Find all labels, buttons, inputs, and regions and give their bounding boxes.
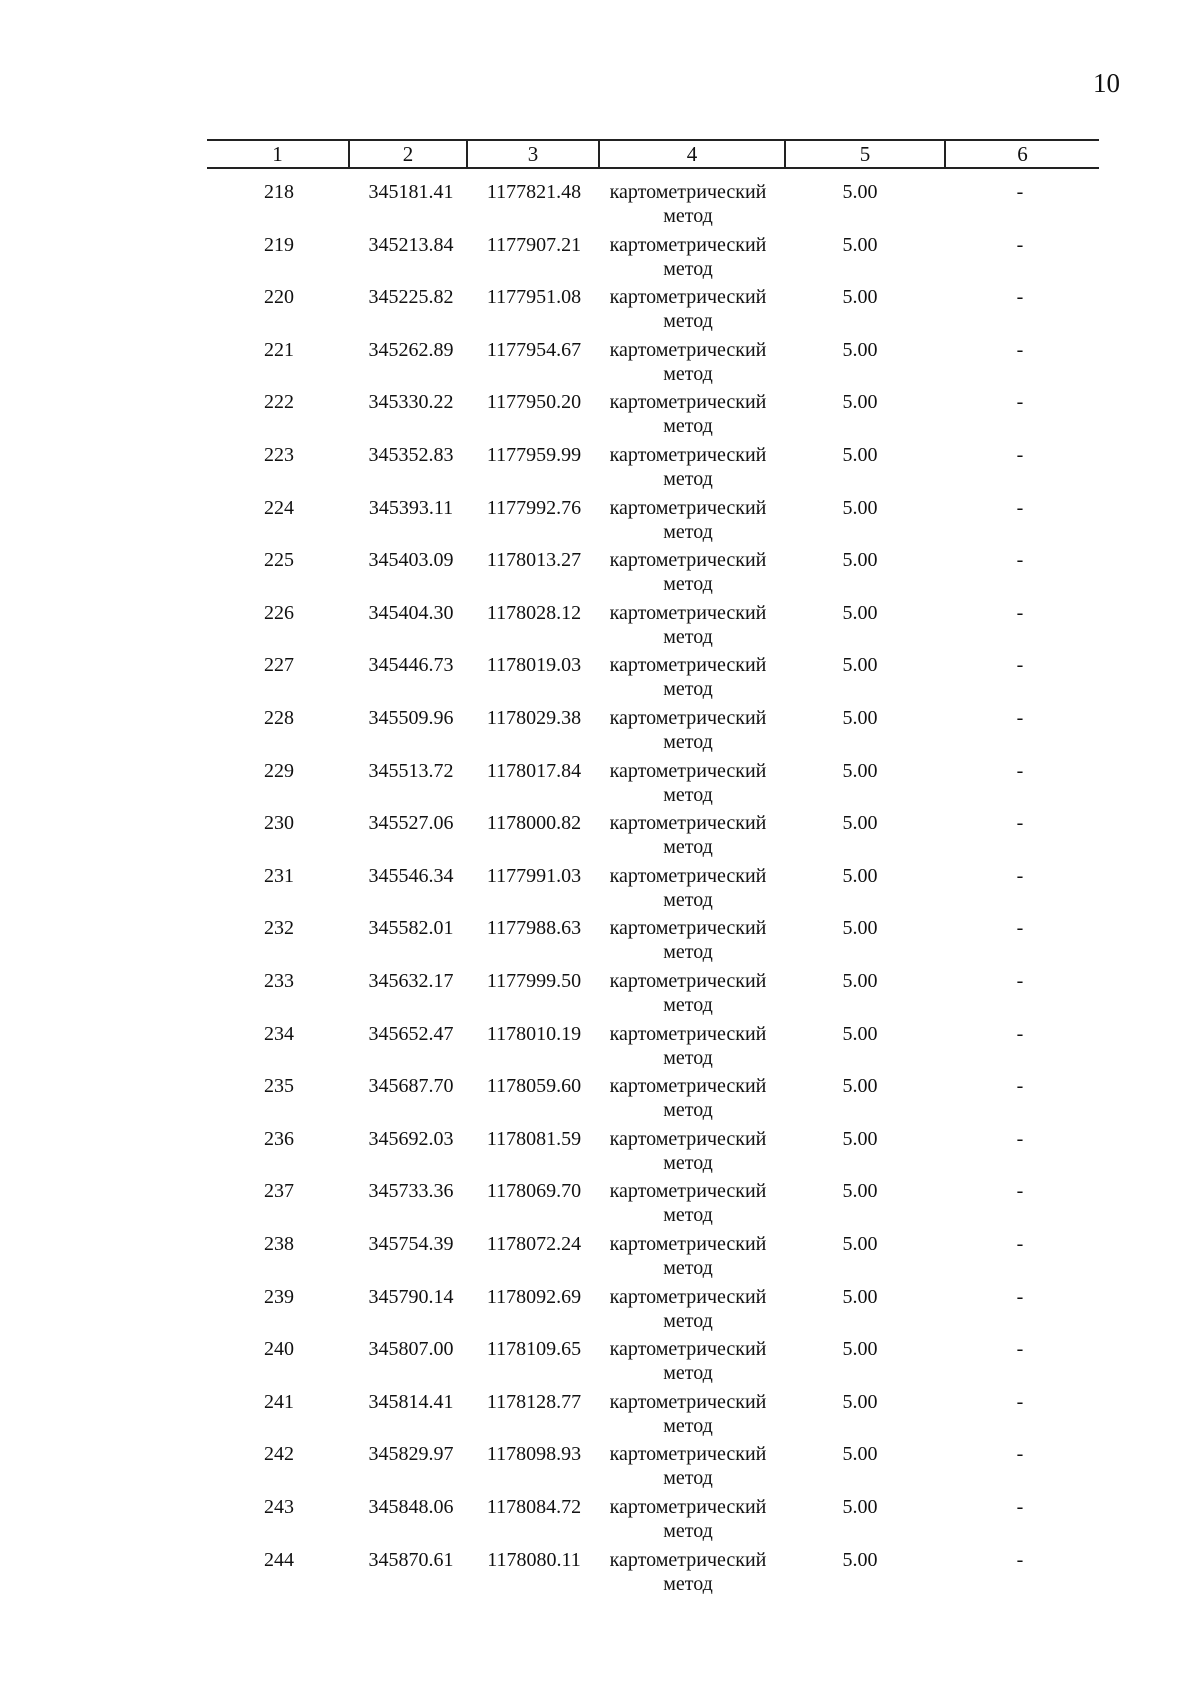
precision-value: 5.00 bbox=[842, 444, 878, 466]
method-cell bbox=[598, 1442, 778, 1490]
method-line-1: картометрический bbox=[609, 1022, 767, 1045]
note-value: - bbox=[1016, 864, 1024, 887]
note-value: - bbox=[1016, 917, 1024, 940]
point-number: 224 bbox=[264, 496, 294, 519]
method-line-1: картометрический bbox=[609, 707, 767, 729]
precision-value: 5.00 bbox=[842, 1285, 878, 1308]
method-cell bbox=[598, 285, 778, 333]
note-value: - bbox=[1016, 601, 1024, 624]
precision-value: 5.00 bbox=[842, 286, 878, 309]
note-value: - bbox=[1016, 391, 1024, 414]
coordinate-x: 345814.41 bbox=[368, 1390, 454, 1413]
point-number: 234 bbox=[264, 1022, 294, 1045]
coordinate-y: 1178098.93 bbox=[486, 1443, 582, 1466]
method-line-1: картометрический bbox=[609, 1496, 767, 1518]
method-line-1: картометрический bbox=[609, 812, 767, 835]
point-number: 233 bbox=[264, 970, 294, 992]
precision-value: 5.00 bbox=[842, 1338, 878, 1361]
point-number: 243 bbox=[264, 1496, 294, 1518]
method-line-1: картометрический bbox=[609, 233, 767, 256]
table-row bbox=[0, 969, 1200, 1021]
table-row bbox=[0, 338, 1200, 390]
coordinate-x: 345582.01 bbox=[368, 917, 454, 940]
table-row bbox=[0, 443, 1200, 495]
method-cell bbox=[598, 233, 778, 281]
point-number: 244 bbox=[264, 1548, 294, 1571]
precision-value: 5.00 bbox=[842, 391, 878, 414]
note-value: - bbox=[1016, 233, 1024, 256]
precision-value: 5.00 bbox=[842, 812, 878, 835]
note-value: - bbox=[1016, 1233, 1024, 1255]
coordinate-y: 1178028.12 bbox=[486, 601, 582, 624]
precision-value: 5.00 bbox=[842, 233, 878, 256]
coordinate-x: 345870.61 bbox=[368, 1548, 454, 1571]
method-line-1: картометрический bbox=[609, 444, 767, 466]
coordinate-x: 345403.09 bbox=[368, 549, 454, 572]
table-row bbox=[0, 916, 1200, 968]
table-row bbox=[0, 1232, 1200, 1284]
precision-value: 5.00 bbox=[842, 496, 878, 519]
coordinate-x: 345509.96 bbox=[368, 707, 454, 729]
table-row bbox=[0, 1337, 1200, 1389]
table-row bbox=[0, 390, 1200, 442]
coordinate-x: 345692.03 bbox=[368, 1127, 454, 1150]
method-cell bbox=[598, 338, 778, 386]
method-line-1: картометрический bbox=[609, 549, 767, 572]
point-number: 219 bbox=[264, 233, 294, 256]
method-line-2: метод bbox=[663, 731, 713, 753]
coordinate-x: 345632.17 bbox=[368, 970, 454, 992]
coordinate-y: 1177821.48 bbox=[486, 181, 582, 203]
method-line-1: картометрический bbox=[609, 181, 767, 203]
precision-value: 5.00 bbox=[842, 549, 878, 572]
note-value: - bbox=[1016, 759, 1024, 782]
point-number: 242 bbox=[264, 1443, 294, 1466]
coordinate-y: 1178092.69 bbox=[486, 1285, 582, 1308]
table-row bbox=[0, 1074, 1200, 1126]
method-line-1: картометрический bbox=[609, 1233, 767, 1255]
note-value: - bbox=[1016, 1496, 1024, 1518]
note-value: - bbox=[1016, 1285, 1024, 1308]
note-value: - bbox=[1016, 1022, 1024, 1045]
coordinate-x: 345513.72 bbox=[368, 759, 454, 782]
coordinate-x: 345393.11 bbox=[368, 496, 454, 519]
method-cell bbox=[598, 601, 778, 649]
point-number: 226 bbox=[264, 601, 294, 624]
table-row bbox=[0, 601, 1200, 653]
method-line-2: метод bbox=[663, 520, 713, 543]
coordinate-y: 1177950.20 bbox=[486, 391, 582, 414]
point-number: 238 bbox=[264, 1233, 294, 1255]
table-row bbox=[0, 1127, 1200, 1179]
precision-value: 5.00 bbox=[842, 601, 878, 624]
table-row bbox=[0, 1442, 1200, 1494]
method-cell bbox=[598, 1179, 778, 1227]
method-line-2: метод bbox=[663, 1414, 713, 1437]
method-line-1: картометрический bbox=[609, 864, 767, 887]
method-cell bbox=[598, 443, 778, 491]
table-row bbox=[0, 864, 1200, 916]
method-line-1: картометрический bbox=[609, 286, 767, 309]
coordinate-y: 1178069.70 bbox=[486, 1180, 582, 1203]
coordinate-y: 1178084.72 bbox=[486, 1496, 582, 1518]
precision-value: 5.00 bbox=[842, 1127, 878, 1150]
method-line-1: картометрический bbox=[609, 496, 767, 519]
coordinate-y: 1178128.77 bbox=[486, 1390, 582, 1413]
coordinate-x: 345225.82 bbox=[368, 286, 454, 309]
point-number: 220 bbox=[264, 286, 294, 309]
method-cell bbox=[598, 916, 778, 964]
coordinate-x: 345330.22 bbox=[368, 391, 454, 414]
method-cell bbox=[598, 1022, 778, 1070]
method-line-2: метод bbox=[663, 994, 713, 1016]
coordinate-x: 345527.06 bbox=[368, 812, 454, 835]
coordinate-y: 1177992.76 bbox=[486, 496, 582, 519]
precision-value: 5.00 bbox=[842, 707, 878, 729]
method-cell bbox=[598, 811, 778, 859]
precision-value: 5.00 bbox=[842, 970, 878, 992]
precision-value: 5.00 bbox=[842, 759, 878, 782]
method-line-2: метод bbox=[663, 1309, 713, 1332]
note-value: - bbox=[1016, 1390, 1024, 1413]
method-cell bbox=[598, 1127, 778, 1175]
method-cell bbox=[598, 1495, 778, 1543]
method-line-2: метод bbox=[663, 1257, 713, 1279]
table-row bbox=[0, 1179, 1200, 1231]
coordinate-y: 1178019.03 bbox=[486, 654, 582, 677]
method-line-2: метод bbox=[663, 1572, 713, 1595]
coordinate-y: 1178029.38 bbox=[486, 707, 582, 729]
coordinate-x: 345181.41 bbox=[368, 181, 454, 203]
coordinate-y: 1178080.11 bbox=[487, 1548, 581, 1571]
note-value: - bbox=[1016, 1180, 1024, 1203]
point-number: 222 bbox=[264, 391, 294, 414]
method-line-2: метод bbox=[663, 468, 713, 490]
method-line-1: картометрический bbox=[609, 759, 767, 782]
coordinate-x: 345790.14 bbox=[368, 1285, 454, 1308]
precision-value: 5.00 bbox=[842, 338, 878, 361]
note-value: - bbox=[1016, 654, 1024, 677]
coordinate-x: 345733.36 bbox=[368, 1180, 454, 1203]
coordinate-y: 1178017.84 bbox=[486, 759, 582, 782]
method-line-1: картометрический bbox=[609, 1285, 767, 1308]
method-cell bbox=[598, 1285, 778, 1333]
coordinate-x: 345754.39 bbox=[368, 1233, 454, 1255]
table-row bbox=[0, 1495, 1200, 1547]
method-line-2: метод bbox=[663, 310, 713, 333]
point-number: 223 bbox=[264, 444, 294, 466]
method-line-1: картометрический bbox=[609, 1443, 767, 1466]
point-number: 240 bbox=[264, 1338, 294, 1361]
table-row bbox=[0, 285, 1200, 337]
point-number: 231 bbox=[264, 864, 294, 887]
coordinate-x: 345807.00 bbox=[368, 1338, 454, 1361]
method-line-2: метод bbox=[663, 836, 713, 859]
coordinate-y: 1178059.60 bbox=[486, 1075, 582, 1098]
method-cell bbox=[598, 180, 778, 228]
method-line-1: картометрический bbox=[609, 1075, 767, 1098]
method-line-2: метод bbox=[663, 362, 713, 385]
point-number: 221 bbox=[264, 338, 294, 361]
point-number: 241 bbox=[264, 1390, 294, 1413]
point-number: 229 bbox=[264, 759, 294, 782]
note-value: - bbox=[1016, 338, 1024, 361]
method-line-2: метод bbox=[663, 1046, 713, 1069]
point-number: 232 bbox=[264, 917, 294, 940]
precision-value: 5.00 bbox=[842, 1443, 878, 1466]
coordinate-y: 1177954.67 bbox=[486, 338, 582, 361]
table-header-row bbox=[207, 139, 1099, 169]
note-value: - bbox=[1016, 181, 1024, 203]
method-line-1: картометрический bbox=[609, 1180, 767, 1203]
table-row bbox=[0, 653, 1200, 705]
note-value: - bbox=[1016, 707, 1024, 729]
coordinate-y: 1178010.19 bbox=[486, 1022, 582, 1045]
method-line-1: картометрический bbox=[609, 1390, 767, 1413]
method-line-1: картометрический bbox=[609, 1338, 767, 1361]
coordinate-x: 345652.47 bbox=[368, 1022, 454, 1045]
coordinate-y: 1177999.50 bbox=[486, 970, 582, 992]
coordinate-y: 1177959.99 bbox=[486, 444, 582, 466]
coordinate-y: 1177907.21 bbox=[486, 233, 582, 256]
method-line-1: картометрический bbox=[609, 1127, 767, 1150]
method-line-2: метод bbox=[663, 257, 713, 280]
precision-value: 5.00 bbox=[842, 654, 878, 677]
table-row bbox=[0, 811, 1200, 863]
precision-value: 5.00 bbox=[842, 1548, 878, 1571]
table-row bbox=[0, 180, 1200, 232]
table-row bbox=[0, 1285, 1200, 1337]
precision-value: 5.00 bbox=[842, 1233, 878, 1255]
method-line-2: метод bbox=[663, 1520, 713, 1542]
coordinate-x: 345446.73 bbox=[368, 654, 454, 677]
method-cell bbox=[598, 1548, 778, 1596]
note-value: - bbox=[1016, 549, 1024, 572]
precision-value: 5.00 bbox=[842, 1390, 878, 1413]
precision-value: 5.00 bbox=[842, 1075, 878, 1098]
coordinate-y: 1178072.24 bbox=[486, 1233, 582, 1255]
note-value: - bbox=[1016, 496, 1024, 519]
method-cell bbox=[598, 1074, 778, 1122]
coordinate-x: 345546.34 bbox=[368, 864, 454, 887]
method-cell bbox=[598, 548, 778, 596]
table-row bbox=[0, 1022, 1200, 1074]
method-cell bbox=[598, 706, 778, 754]
coordinate-y: 1178081.59 bbox=[486, 1127, 582, 1150]
point-number: 228 bbox=[264, 707, 294, 729]
method-cell bbox=[598, 1232, 778, 1280]
method-line-2: метод bbox=[663, 1204, 713, 1227]
page-number: 10 bbox=[1093, 68, 1120, 98]
table-row bbox=[0, 759, 1200, 811]
note-value: - bbox=[1016, 1548, 1024, 1571]
note-value: - bbox=[1016, 444, 1024, 466]
coordinate-x: 345687.70 bbox=[368, 1075, 454, 1098]
note-value: - bbox=[1016, 1443, 1024, 1466]
table-row bbox=[0, 496, 1200, 548]
note-value: - bbox=[1016, 1075, 1024, 1098]
point-number: 235 bbox=[264, 1075, 294, 1098]
header-col-3: 3 bbox=[527, 142, 539, 166]
coordinate-x: 345848.06 bbox=[368, 1496, 454, 1518]
method-line-2: метод bbox=[663, 1362, 713, 1385]
method-line-2: метод bbox=[663, 1099, 713, 1122]
method-cell bbox=[598, 759, 778, 807]
precision-value: 5.00 bbox=[842, 181, 878, 203]
table-row bbox=[0, 548, 1200, 600]
method-line-1: картометрический bbox=[609, 654, 767, 677]
header-col-4: 4 bbox=[686, 142, 698, 166]
method-line-2: метод bbox=[663, 678, 713, 701]
note-value: - bbox=[1016, 286, 1024, 309]
note-value: - bbox=[1016, 1338, 1024, 1361]
method-line-2: метод bbox=[663, 205, 713, 227]
point-number: 237 bbox=[264, 1180, 294, 1203]
coordinate-y: 1177988.63 bbox=[486, 917, 582, 940]
method-line-2: метод bbox=[663, 783, 713, 806]
coordinate-x: 345213.84 bbox=[368, 233, 454, 256]
method-cell bbox=[598, 653, 778, 701]
precision-value: 5.00 bbox=[842, 1022, 878, 1045]
method-line-1: картометрический bbox=[609, 917, 767, 940]
method-line-2: метод bbox=[663, 573, 713, 596]
method-cell bbox=[598, 1390, 778, 1438]
coordinate-x: 345262.89 bbox=[368, 338, 454, 361]
coordinate-y: 1178109.65 bbox=[486, 1338, 582, 1361]
note-value: - bbox=[1016, 812, 1024, 835]
method-line-2: метод bbox=[663, 941, 713, 964]
table-row bbox=[0, 1548, 1200, 1600]
point-number: 227 bbox=[264, 654, 294, 677]
header-col-1: 1 bbox=[272, 142, 283, 166]
coordinate-x: 345404.30 bbox=[368, 601, 454, 624]
point-number: 239 bbox=[264, 1285, 294, 1308]
method-cell bbox=[598, 969, 778, 1017]
method-line-1: картометрический bbox=[609, 1548, 767, 1571]
coordinate-y: 1177951.08 bbox=[486, 286, 582, 309]
point-number: 230 bbox=[264, 812, 294, 835]
point-number: 236 bbox=[264, 1127, 294, 1150]
method-line-1: картометрический bbox=[609, 338, 767, 361]
precision-value: 5.00 bbox=[842, 917, 878, 940]
method-line-2: метод bbox=[663, 1467, 713, 1490]
method-line-2: метод bbox=[663, 1151, 713, 1174]
method-line-1: картометрический bbox=[609, 391, 767, 414]
method-line-2: метод bbox=[663, 625, 713, 648]
method-line-2: метод bbox=[663, 415, 713, 438]
method-cell bbox=[598, 1337, 778, 1385]
header-col-6: 6 bbox=[1017, 142, 1028, 166]
table-row bbox=[0, 706, 1200, 758]
coordinate-y: 1177991.03 bbox=[486, 864, 582, 887]
header-col-2: 2 bbox=[402, 142, 414, 166]
point-number: 218 bbox=[264, 181, 294, 203]
coordinate-y: 1178013.27 bbox=[486, 549, 582, 572]
method-line-2: метод bbox=[663, 888, 713, 911]
precision-value: 5.00 bbox=[842, 1180, 878, 1203]
coordinate-y: 1178000.82 bbox=[486, 812, 582, 835]
method-cell bbox=[598, 390, 778, 438]
method-cell bbox=[598, 496, 778, 544]
method-line-1: картометрический bbox=[609, 970, 767, 992]
note-value: - bbox=[1016, 1127, 1024, 1150]
precision-value: 5.00 bbox=[842, 864, 878, 887]
precision-value: 5.00 bbox=[842, 1496, 878, 1518]
point-number: 225 bbox=[264, 549, 294, 572]
note-value: - bbox=[1016, 970, 1024, 992]
table-row bbox=[0, 1390, 1200, 1442]
method-line-1: картометрический bbox=[609, 601, 767, 624]
table-row bbox=[0, 233, 1200, 285]
header-col-5: 5 bbox=[859, 142, 871, 166]
coordinate-x: 345352.83 bbox=[368, 444, 454, 466]
method-cell bbox=[598, 864, 778, 912]
coordinate-x: 345829.97 bbox=[368, 1443, 454, 1466]
